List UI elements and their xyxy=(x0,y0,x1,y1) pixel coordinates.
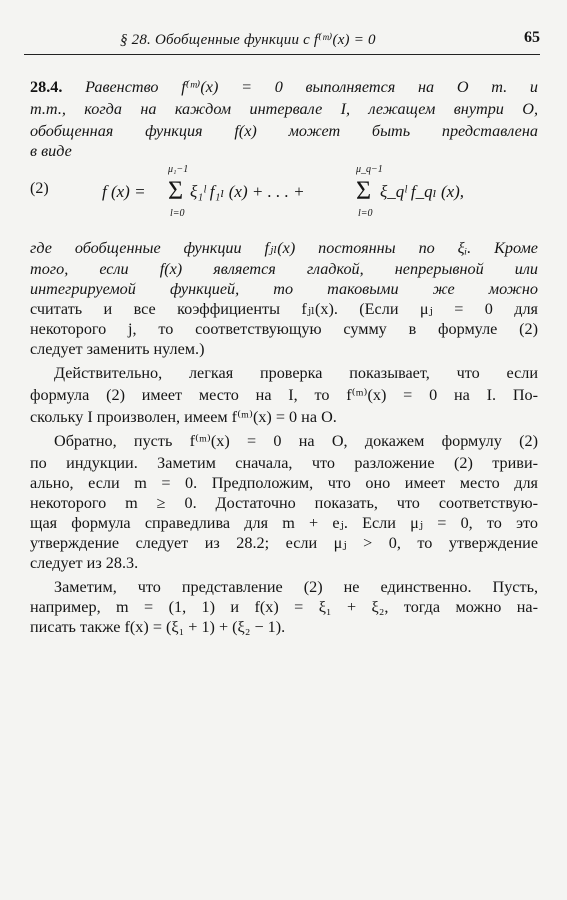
running-title: § 28. Обобщенные функции с f⁽ᵐ⁾(x) = 0 xyxy=(120,32,376,48)
paragraph-line: щая формула справедлива для m + eⱼ. Если μⱼ = 0, то это xyxy=(30,514,538,532)
paragraph-line: например, m = (1, 1) и f(x) = ξ₁ + ξ₂, тогда можно на- xyxy=(30,598,538,616)
sum2-upper-limit: μ_q−1 xyxy=(356,164,383,175)
paragraph-line: утверждение следует из 28.2; если μⱼ > 0, то утверждение xyxy=(30,534,538,552)
definition-line: в виде xyxy=(30,142,72,160)
formula-sum2-term: ξ_qˡ f_qₗ (x), xyxy=(380,182,465,201)
sum1-sigma: Σ xyxy=(168,176,184,205)
paragraph-line: некоторого m ≥ 0. Достаточно показать, что соответствую- xyxy=(30,494,538,512)
explanation-line: того, если f(x) является гладкой, непрерывной или xyxy=(30,260,538,278)
definition-line: обобщенная функция f(x) может быть представлена xyxy=(30,122,538,140)
sum2-lower-limit: l=0 xyxy=(358,208,373,219)
definition-line xyxy=(30,77,538,97)
formula-lhs: f (x) = xyxy=(102,182,146,201)
definition-line: т.т., когда на каждом интервале I, лежащем внутри O, xyxy=(30,100,538,118)
definition-text: Равенство f⁽ᵐ⁾(x) = 0 выполняется на O т. и xyxy=(85,78,538,96)
paragraph-line: по индукции. Заметим сначала, что разложение (2) триви- xyxy=(30,454,538,472)
explanation-line: некоторого j, то соответствующую сумму в формуле (2) xyxy=(30,320,538,338)
display-formula xyxy=(102,164,482,220)
page-number: 65 xyxy=(524,29,540,46)
paragraph-line: Обратно, пусть f⁽ᵐ⁾(x) = 0 на O, докажем формулу (2) xyxy=(54,432,538,450)
explanation-line: следует заменить нулем.) xyxy=(30,340,205,358)
paragraph-line: следует из 28.3. xyxy=(30,554,139,572)
page-header xyxy=(24,28,540,55)
sum2-sigma: Σ xyxy=(356,176,372,205)
formula-number: (2) xyxy=(30,180,49,197)
explanation-line: считать и все коэффициенты fⱼₗ(x). (Если μⱼ = 0 для xyxy=(30,300,538,318)
paragraph-line: писать также f(x) = (ξ₁ + 1) + (ξ₂ − 1). xyxy=(30,618,286,636)
explanation-line: где обобщенные функции fⱼₗ(x) постоянны по ξᵢ. Кроме xyxy=(30,239,538,257)
paragraph-line: скольку I произволен, имеем f⁽ᵐ⁾(x) = 0 на O. xyxy=(30,408,337,426)
section-number: 28.4. xyxy=(30,78,63,96)
formula-sum1-term: ξ₁ˡ f₁ₗ (x) + . . . + xyxy=(190,182,305,201)
explanation-line: интегрируемой функцией, то таковыми же можно xyxy=(30,280,538,298)
sum1-upper-limit: μ₁−1 xyxy=(168,164,189,175)
paragraph-line: ально, если m = 0. Предположим, что оно имеет место для xyxy=(30,474,538,492)
paragraph-line: Заметим, что представление (2) не единственно. Пусть, xyxy=(54,578,538,596)
paragraph-line: Действительно, легкая проверка показывает, что если xyxy=(54,364,538,382)
sum1-lower-limit: l=0 xyxy=(170,208,185,219)
paragraph-line: формула (2) имеет место на I, то f⁽ᵐ⁾(x) = 0 на I. По- xyxy=(30,386,538,404)
